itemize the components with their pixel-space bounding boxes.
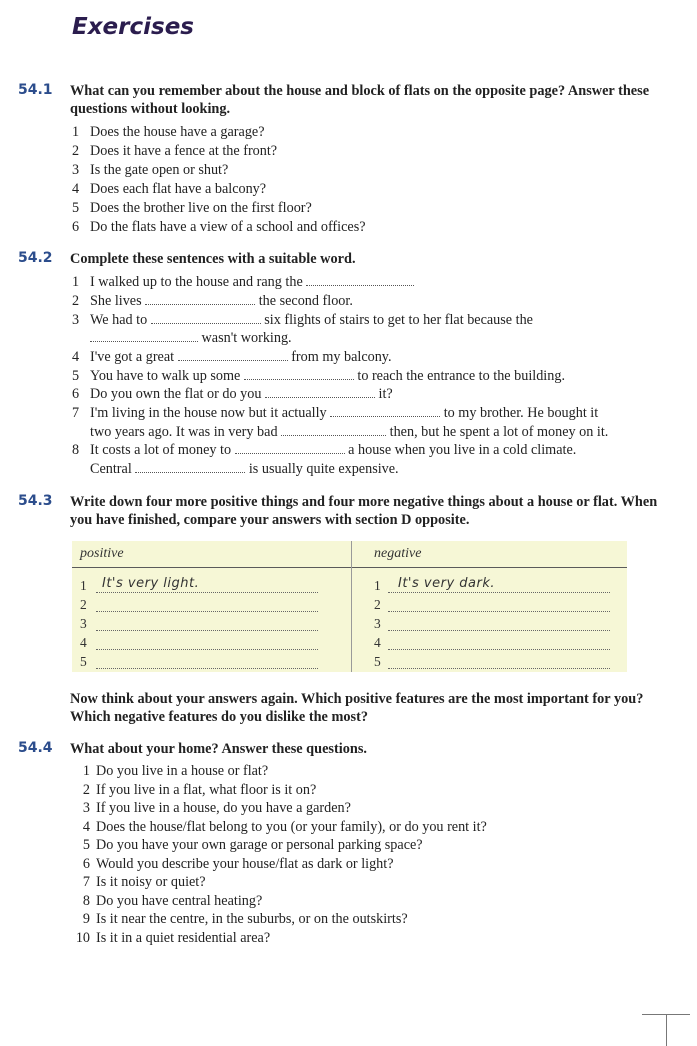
answer-blank[interactable] xyxy=(244,367,354,380)
gap-fill-item: 2 She lives the second floor. xyxy=(72,293,353,309)
positive-example-answer: It's very light. xyxy=(102,576,200,591)
gap-fill-item-continued: Central is usually quite expensive. xyxy=(90,461,399,477)
negative-row-number: 3 xyxy=(374,616,381,631)
positive-answer-line[interactable] xyxy=(96,630,318,631)
positive-header: positive xyxy=(80,546,124,561)
answer-blank[interactable] xyxy=(151,311,261,324)
question-item: 7 Is it noisy or quiet? xyxy=(82,874,206,890)
question-item: 1 Do you live in a house or flat? xyxy=(82,763,269,779)
question-item: 1 Does the house have a garage? xyxy=(72,124,265,140)
gap-fill-item: 3 We had to six flights of stairs to get to her flat because the xyxy=(72,312,533,328)
positive-answer-line[interactable] xyxy=(96,668,318,669)
positive-answer-line[interactable] xyxy=(96,611,318,612)
exercise-instruction: What can you remember about the house and block of flats on the opposite page? Answer these questions without looking. xyxy=(70,83,650,117)
gap-fill-item-continued: wasn't working. xyxy=(90,329,292,348)
crop-mark xyxy=(666,1014,667,1046)
exercise-number: 54.3 xyxy=(18,493,53,509)
answer-blank[interactable] xyxy=(145,292,255,305)
table-header-rule xyxy=(72,567,627,568)
question-item: 4 Does the house/flat belong to you (or your family), or do you rent it? xyxy=(82,819,487,835)
negative-row-number: 1 xyxy=(374,578,381,593)
positive-row-number: 4 xyxy=(80,635,87,650)
negative-example-answer: It's very dark. xyxy=(398,576,495,591)
answer-blank[interactable] xyxy=(265,385,375,398)
exercise-instruction: What about your home? Answer these questions. xyxy=(70,741,367,757)
gap-fill-item-continued: two years ago. It was in very bad then, but he spent a lot of money on it. xyxy=(90,424,609,440)
answer-blank[interactable] xyxy=(306,273,414,286)
negative-answer-line[interactable] xyxy=(388,611,610,612)
exercise-number: 54.1 xyxy=(18,82,53,98)
question-item: 6 Would you describe your house/flat as dark or light? xyxy=(82,856,394,872)
gap-fill-item: 6 Do you own the flat or do you it? xyxy=(72,386,393,402)
gap-fill-item: 7 I'm living in the house now but it actually to my brother. He bought it xyxy=(72,405,599,421)
question-item: 3 Is the gate open or shut? xyxy=(72,162,229,178)
positive-answer-line[interactable] xyxy=(96,592,318,593)
question-item: 10 Is it in a quiet residential area? xyxy=(75,930,271,946)
question-item: 8 Do you have central heating? xyxy=(82,893,263,909)
exercise-instruction: Complete these sentences with a suitable word. xyxy=(70,251,356,267)
exercise-number: 54.4 xyxy=(18,740,53,756)
gap-fill-item: 1 I walked up to the house and rang the xyxy=(72,273,414,292)
question-item: 4 Does each flat have a balcony? xyxy=(72,181,267,197)
question-item: 5 Does the brother live on the first floor? xyxy=(72,200,312,216)
answer-blank[interactable] xyxy=(135,460,245,473)
negative-answer-line[interactable] xyxy=(388,668,610,669)
gap-fill-item: 4 I've got a great from my balcony. xyxy=(72,349,392,365)
negative-answer-line[interactable] xyxy=(388,649,610,650)
question-item: 2 If you live in a flat, what floor is it on? xyxy=(82,782,317,798)
question-item: 2 Does it have a fence at the front? xyxy=(72,143,278,159)
exercise-instruction: Write down four more positive things and four more negative things about a house or flat. When you have finished, compare your answers with section D opposite. xyxy=(70,494,658,528)
question-item: 9 Is it near the centre, in the suburbs, or on the outskirts? xyxy=(82,911,408,927)
question-item: 3 If you live in a house, do you have a garden? xyxy=(82,800,351,816)
positive-row-number: 5 xyxy=(80,654,87,669)
negative-header: negative xyxy=(374,546,422,561)
positive-row-number: 2 xyxy=(80,597,87,612)
negative-row-number: 4 xyxy=(374,635,381,650)
negative-row-number: 2 xyxy=(374,597,381,612)
negative-row-number: 5 xyxy=(374,654,381,669)
negative-answer-line[interactable] xyxy=(388,592,610,593)
answer-blank[interactable] xyxy=(330,404,440,417)
positive-row-number: 3 xyxy=(80,616,87,631)
exercise-number: 54.2 xyxy=(18,250,53,266)
answer-blank[interactable] xyxy=(90,329,198,342)
answer-blank[interactable] xyxy=(281,423,386,436)
page-title: Exercises xyxy=(72,14,194,40)
answer-blank[interactable] xyxy=(178,348,288,361)
question-item: 6 Do the flats have a view of a school and offices? xyxy=(72,219,366,235)
answer-table xyxy=(72,541,627,672)
negative-answer-line[interactable] xyxy=(388,630,610,631)
gap-fill-item: 8 It costs a lot of money to a house when you live in a cold climate. xyxy=(72,442,577,458)
followup-paragraph: Now think about your answers again. Which positive features are the most important for you? Which negative features do you dislike the most? xyxy=(70,691,644,725)
question-item: 5 Do you have your own garage or personal parking space? xyxy=(82,837,423,853)
table-column-divider xyxy=(351,541,352,672)
positive-answer-line[interactable] xyxy=(96,649,318,650)
positive-row-number: 1 xyxy=(80,578,87,593)
gap-fill-item: 5 You have to walk up some to reach the entrance to the building. xyxy=(72,368,565,384)
answer-blank[interactable] xyxy=(235,441,345,454)
